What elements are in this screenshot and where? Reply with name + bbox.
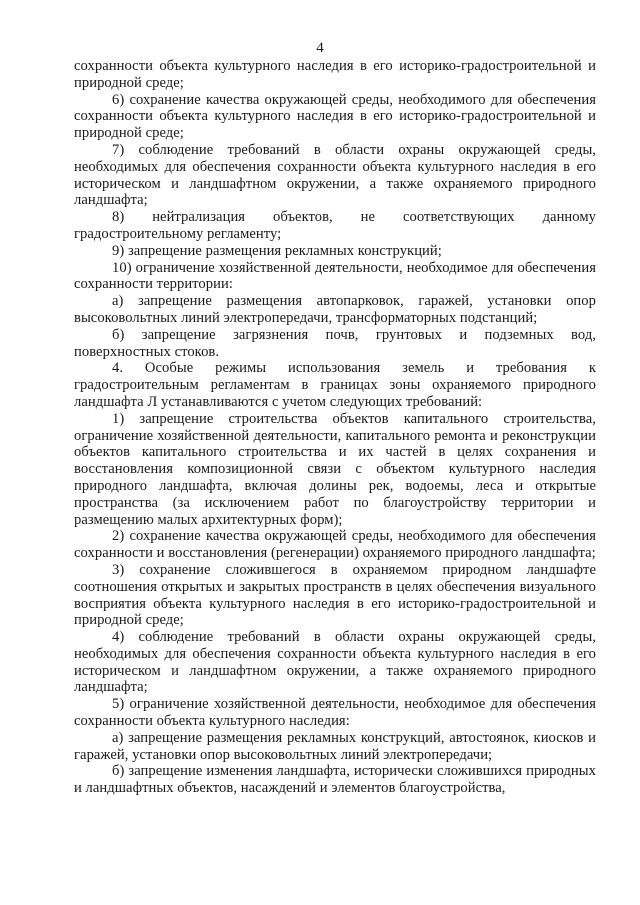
paragraph-subitem-b: б) запрещение загрязнения почв, грунтовых и подземных вод, поверхностных стоков. [74,326,596,360]
paragraph-item-10: 10) ограничение хозяйственной деятельности, необходимое для обеспечения сохранности территории: [74,259,596,293]
paragraph-item-6: 6) сохранение качества окружающей среды, необходимого для обеспечения сохранности объекта культурного наследия в его историко-градостроительной и природной среде; [74,91,596,142]
paragraph-subitem-a: а) запрещение размещения автопарковок, гаражей, установки опор высоковольтных линий электропередачи, трансформаторных подстанций; [74,293,596,326]
paragraph-item-1: 1) запрещение строительства объектов капитального строительства, ограничение хозяйственной деятельности, капитального ремонта и реконструкции объектов капитального строительства и их частей в целях сохранения и восстановления композиционной связи с объектом культурного наследия природного ландшафта, включая долины рек, водоемы, леса и открытые пространства (за исключением работ по благоустройству территории и размещению малых архитектурных форм); [74,410,596,528]
paragraph-item-4: 4) соблюдение требований в области охраны окружающей среды, необходимых для обеспечения сохранности объекта культурного наследия в его историческом и ландшафтном окружении, а также охраняемого природного ландшафта; [74,629,596,696]
paragraph-section-4: 4. Особые режимы использования земель и требования к градостроительным регламентам в границах зоны охраняемого природного ландшафта Л устанавливаются с учетом следующих требований: [74,360,596,410]
paragraph-item-9: 9) запрещение размещения рекламных конструкций; [112,242,442,259]
paragraph-item-2: 2) сохранение качества окружающей среды, необходимого для обеспечения сохранности и восстановления (регенерации) охраняемого природного ландшафта; [74,528,596,562]
paragraph-item-8: 8) нейтрализация объектов, не соответствующих данному градостроительному регламенту; [74,209,596,242]
document-body [74,58,596,797]
page-number: 4 [316,40,324,56]
paragraph-item-3: 3) сохранение сложившегося в охраняемом природном ландшафте соотношения открытых и закрытых пространств в целях обеспечения визуального восприятия объекта культурного наследия в его историко-градостроительной и природной среде; [74,561,596,629]
paragraph-subitem-b-2: б) запрещение изменения ландшафта, исторически сложившихся природных и ландшафтных объектов, насаждений и элементов благоустройства, [74,763,596,797]
paragraph-subitem-a-2: а) запрещение размещения рекламных конструкций, автостоянок, киосков и гаражей, установки опор высоковольтных линий электропередачи; [74,729,596,763]
paragraph-continuation: сохранности объекта культурного наследия в его историко-градостроительной и природной среде; [74,58,596,91]
paragraph-item-5: 5) ограничение хозяйственной деятельности, необходимое для обеспечения сохранности объекта культурного наследия: [74,696,596,730]
paragraph-item-7: 7) соблюдение требований в области охраны окружающей среды, необходимых для обеспечения сохранности объекта культурного наследия в его историческом и ландшафтном окружении, а также охраняемого природного ландшафта; [74,141,596,209]
